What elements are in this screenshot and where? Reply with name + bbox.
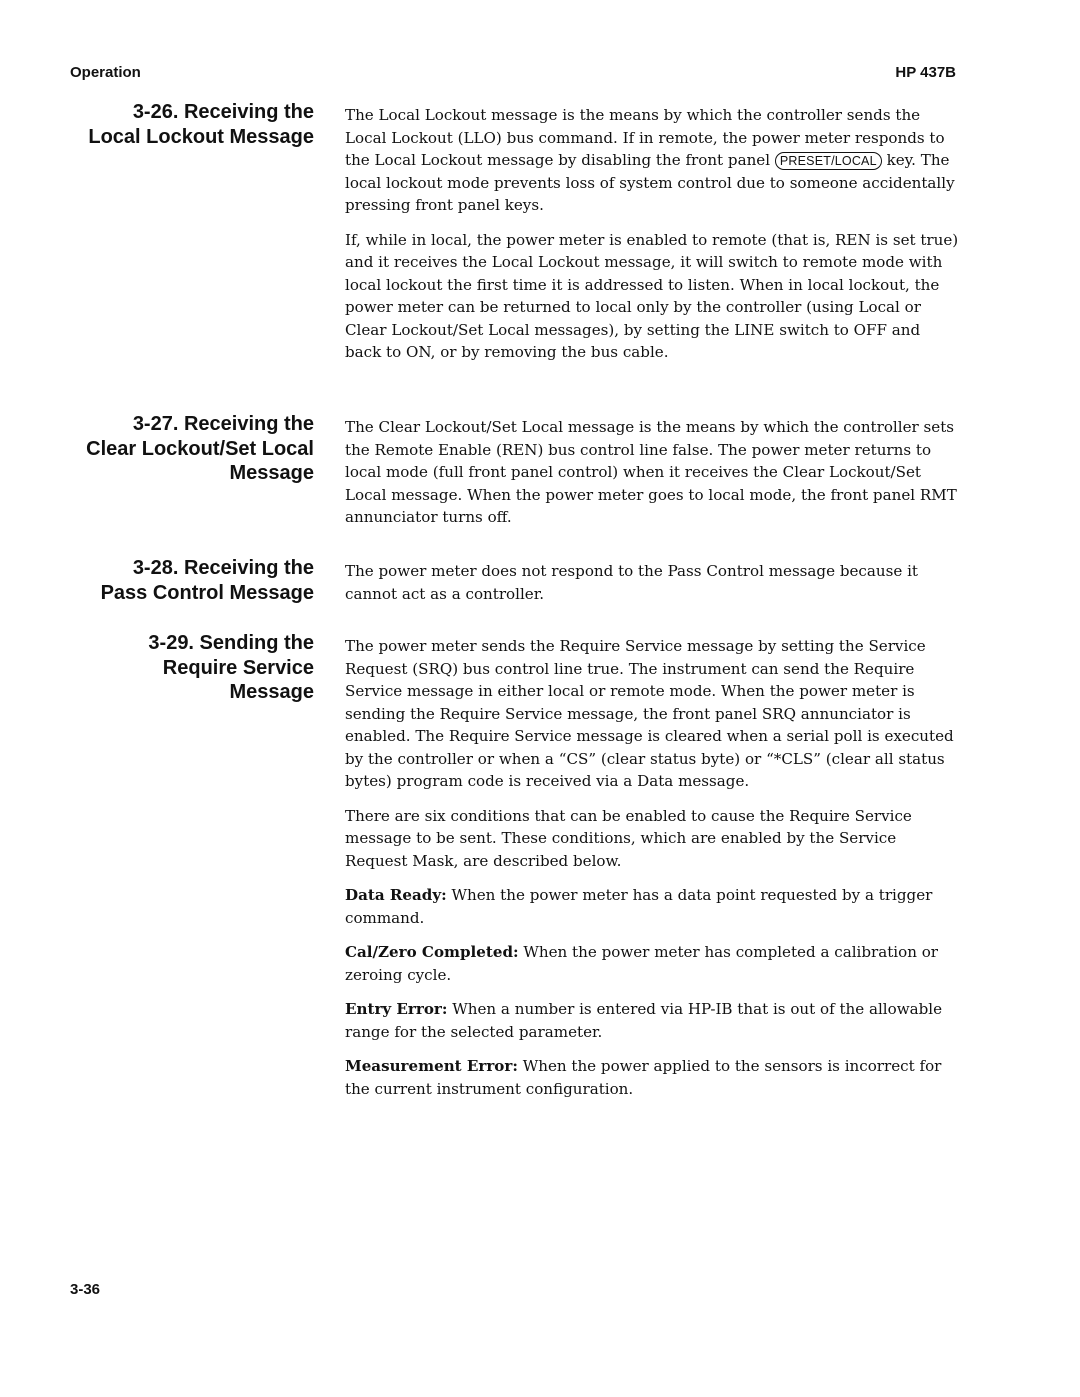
section-body <box>345 104 960 376</box>
preset-local-key-label: PRESET/LOCAL <box>775 152 882 170</box>
condition-measurement-error <box>345 1055 960 1100</box>
running-header-model: HP 437B <box>895 64 956 81</box>
section-heading <box>40 100 314 149</box>
paragraph: The Clear Lockout/Set Local message is the means by which the controller sets the Remote Enable (REN) bus control line false. The power meter returns to local mode (full front panel control) when it receives the Clear Lockout/Set Local message. When the power meter goes to local mode, the front panel RMT annunciator turns off. <box>345 418 957 526</box>
condition-term: Entry Error: <box>345 1000 448 1018</box>
section-heading <box>40 412 314 486</box>
heading-line: 3-26. Receiving the <box>132 101 314 123</box>
running-header-section: Operation <box>70 64 141 81</box>
heading-line: Clear Lockout/Set Local <box>86 437 314 460</box>
condition-text: When a number is entered via HP-IB that is out of the allowable range for the selected parameter. <box>345 1000 943 1041</box>
condition-text: When the power applied to the sensors is incorrect for the current instrument configuration. <box>345 1057 942 1098</box>
heading-line: 3-29. Sending the <box>148 632 314 654</box>
condition-term: Data Ready: <box>345 886 447 904</box>
heading-line: 3-28. Receiving the <box>132 557 314 579</box>
section-body <box>345 416 960 541</box>
heading-line: 3-27. Receiving the <box>132 413 314 435</box>
paragraph <box>345 104 960 217</box>
paragraph-text: key. The local lockout mode prevents loss of system control due to someone accidentally pressing front panel keys. <box>345 151 955 214</box>
section-heading <box>40 631 314 705</box>
paragraph: The power meter sends the Require Service message by setting the Service Request (SRQ) bus control line true. The instrument can send the Require Service message in either local or remote mode. When the power meter is sending the Require Service message, the front panel SRQ annunciator is enabled. The Require Service message is cleared when a serial poll is executed by the controller or when a “CS” (clear status byte) or “*CLS” (clear all status bytes) program code is received via a Data message. <box>345 637 954 790</box>
heading-line: Require Service <box>162 656 314 679</box>
condition-data-ready <box>345 884 960 929</box>
section-heading <box>40 556 314 605</box>
paragraph: There are six conditions that can be enabled to cause the Require Service message to be sent. These conditions, which are enabled by the Service Request Mask, are described below. <box>345 806 912 870</box>
condition-entry-error <box>345 998 960 1043</box>
condition-text: When the power meter has a data point requested by a trigger command. <box>345 886 933 927</box>
paragraph: The power meter does not respond to the Pass Control message because it cannot act as a controller. <box>345 562 918 603</box>
heading-line: Pass Control Message <box>100 581 314 604</box>
heading-line: Message <box>229 681 314 703</box>
page-number: 3-36 <box>70 1281 101 1298</box>
section-body <box>345 560 960 617</box>
heading-line: Message <box>229 462 314 484</box>
condition-term: Cal/Zero Completed: <box>345 943 519 961</box>
paragraph-text: The Local Lockout message is the means by which the controller sends the Local Lockout (LLO) bus command. If in remote, the power meter responds to the Local Lockout message by disabling the front panel <box>345 106 945 169</box>
condition-term: Measurement Error: <box>345 1057 518 1075</box>
heading-line: Local Lockout Message <box>88 125 314 148</box>
paragraph: If, while in local, the power meter is enabled to remote (that is, REN is set true) and it receives the Local Lockout message, it will switch to remote mode with local lockout the first time it is addressed to listen. When in local lockout, the power meter can be returned to local only by the controller (using Local or Clear Lockout/Set Local messages), by setting the LINE switch to OFF and back to ON, or by removing the bus cable. <box>345 230 959 361</box>
condition-cal-zero-completed <box>345 941 960 986</box>
condition-text: When the power meter has completed a calibration or zeroing cycle. <box>345 943 939 984</box>
section-body <box>345 635 960 1112</box>
